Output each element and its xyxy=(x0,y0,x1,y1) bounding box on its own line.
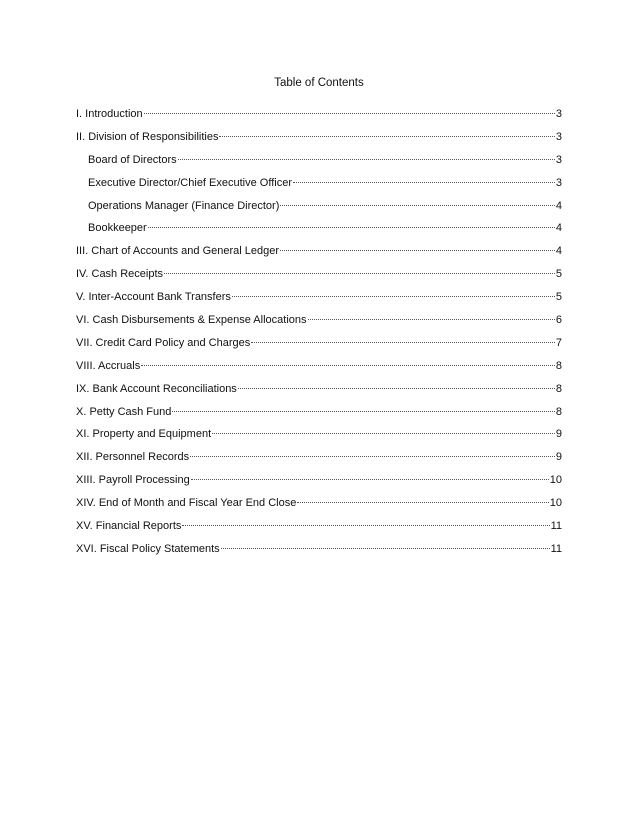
toc-entry[interactable] xyxy=(76,175,562,198)
toc-entry-label: IV. Cash Receipts xyxy=(76,268,164,281)
toc-entry-label: XIII. Payroll Processing xyxy=(76,474,190,487)
toc-dot-leader xyxy=(297,502,548,503)
toc-entry[interactable] xyxy=(76,404,562,427)
toc-entry-label: Executive Director/Chief Executive Officer xyxy=(88,176,292,189)
toc-dot-leader xyxy=(148,227,555,228)
toc-entry[interactable] xyxy=(76,152,562,175)
toc-entry[interactable] xyxy=(76,426,562,449)
toc-entry[interactable] xyxy=(76,198,562,221)
toc-dot-leader xyxy=(172,411,554,412)
toc-entry-label: I. Introduction xyxy=(76,108,143,120)
toc-entry-label: XVI. Fiscal Policy Statements xyxy=(76,542,220,555)
toc-entry-page-number: 4 xyxy=(555,222,562,235)
toc-dot-leader xyxy=(178,159,555,160)
toc-entry[interactable] xyxy=(76,243,562,266)
toc-entry-label: Board of Directors xyxy=(88,153,177,166)
toc-dot-leader xyxy=(232,296,555,297)
toc-entry-label: Operations Manager (Finance Director) xyxy=(88,199,280,212)
toc-dot-leader xyxy=(221,548,550,549)
toc-entry-page-number: 11 xyxy=(550,542,562,555)
toc-dot-leader xyxy=(280,205,555,206)
toc-entry[interactable] xyxy=(76,472,562,495)
toc-entry-page-number: 9 xyxy=(555,428,562,441)
toc-entry-page-number: 3 xyxy=(555,176,562,189)
toc-dot-leader xyxy=(190,456,555,457)
toc-entry-page-number: 5 xyxy=(555,268,562,281)
toc-entry-page-number: 9 xyxy=(555,451,562,464)
toc-entry-label: XIV. End of Month and Fiscal Year End Close xyxy=(76,497,297,510)
toc-dot-leader xyxy=(238,388,555,389)
toc-entry[interactable] xyxy=(76,381,562,404)
toc-entry[interactable] xyxy=(76,541,562,564)
toc-entry-label: VII. Credit Card Policy and Charges xyxy=(76,336,251,349)
toc-entry-label: XII. Personnel Records xyxy=(76,451,190,464)
toc-entry-label: II. Division of Responsibilities xyxy=(76,130,219,143)
toc-entry-label: XV. Financial Reports xyxy=(76,520,182,533)
toc-entry-page-number: 8 xyxy=(555,359,562,372)
toc-entry-page-number: 6 xyxy=(555,314,562,327)
toc-entry-label: IX. Bank Account Reconciliations xyxy=(76,382,237,395)
toc-entry[interactable] xyxy=(76,289,562,312)
toc-dot-leader xyxy=(141,365,555,366)
toc-entry-label: VIII. Accruals xyxy=(76,359,141,372)
toc-dot-leader xyxy=(164,273,555,274)
toc-dot-leader xyxy=(212,433,555,434)
toc-entry-page-number: 4 xyxy=(555,245,562,258)
toc-entry[interactable] xyxy=(76,129,562,152)
toc-dot-leader xyxy=(308,319,555,320)
toc-entry-page-number: 8 xyxy=(555,405,562,418)
table-of-contents xyxy=(76,106,562,564)
toc-dot-leader xyxy=(182,525,549,526)
toc-entry-page-number: 3 xyxy=(555,108,562,120)
toc-entry-page-number: 3 xyxy=(555,153,562,166)
toc-entry[interactable] xyxy=(76,495,562,518)
toc-dot-leader xyxy=(144,113,555,114)
toc-dot-leader xyxy=(280,250,555,251)
toc-title: Table of Contents xyxy=(274,77,364,89)
toc-entry[interactable] xyxy=(76,449,562,472)
toc-entry-page-number: 10 xyxy=(549,497,562,510)
toc-entry[interactable] xyxy=(76,335,562,358)
toc-dot-leader xyxy=(191,479,549,480)
toc-dot-leader xyxy=(251,342,555,343)
toc-entry[interactable] xyxy=(76,312,562,335)
toc-entry-page-number: 7 xyxy=(555,336,562,349)
toc-entry[interactable] xyxy=(76,518,562,541)
toc-entry-page-number: 5 xyxy=(555,291,562,304)
toc-entry[interactable] xyxy=(76,266,562,289)
toc-entry-label: VI. Cash Disbursements & Expense Allocations xyxy=(76,314,307,327)
toc-entry-label: V. Inter-Account Bank Transfers xyxy=(76,291,231,304)
toc-entry-label: III. Chart of Accounts and General Ledger xyxy=(76,245,280,258)
toc-entry[interactable] xyxy=(76,220,562,243)
toc-entry-page-number: 11 xyxy=(550,520,562,533)
toc-entry-label: X. Petty Cash Fund xyxy=(76,405,172,418)
toc-dot-leader xyxy=(219,136,554,137)
toc-entry-page-number: 8 xyxy=(555,382,562,395)
toc-entry[interactable] xyxy=(76,358,562,381)
toc-entry-label: Bookkeeper xyxy=(88,222,147,235)
toc-entry-label: XI. Property and Equipment xyxy=(76,428,212,441)
toc-entry-page-number: 4 xyxy=(555,199,562,212)
toc-entry-page-number: 3 xyxy=(555,130,562,143)
toc-dot-leader xyxy=(293,182,555,183)
toc-entry[interactable] xyxy=(76,106,562,129)
toc-entry-page-number: 10 xyxy=(549,474,562,487)
